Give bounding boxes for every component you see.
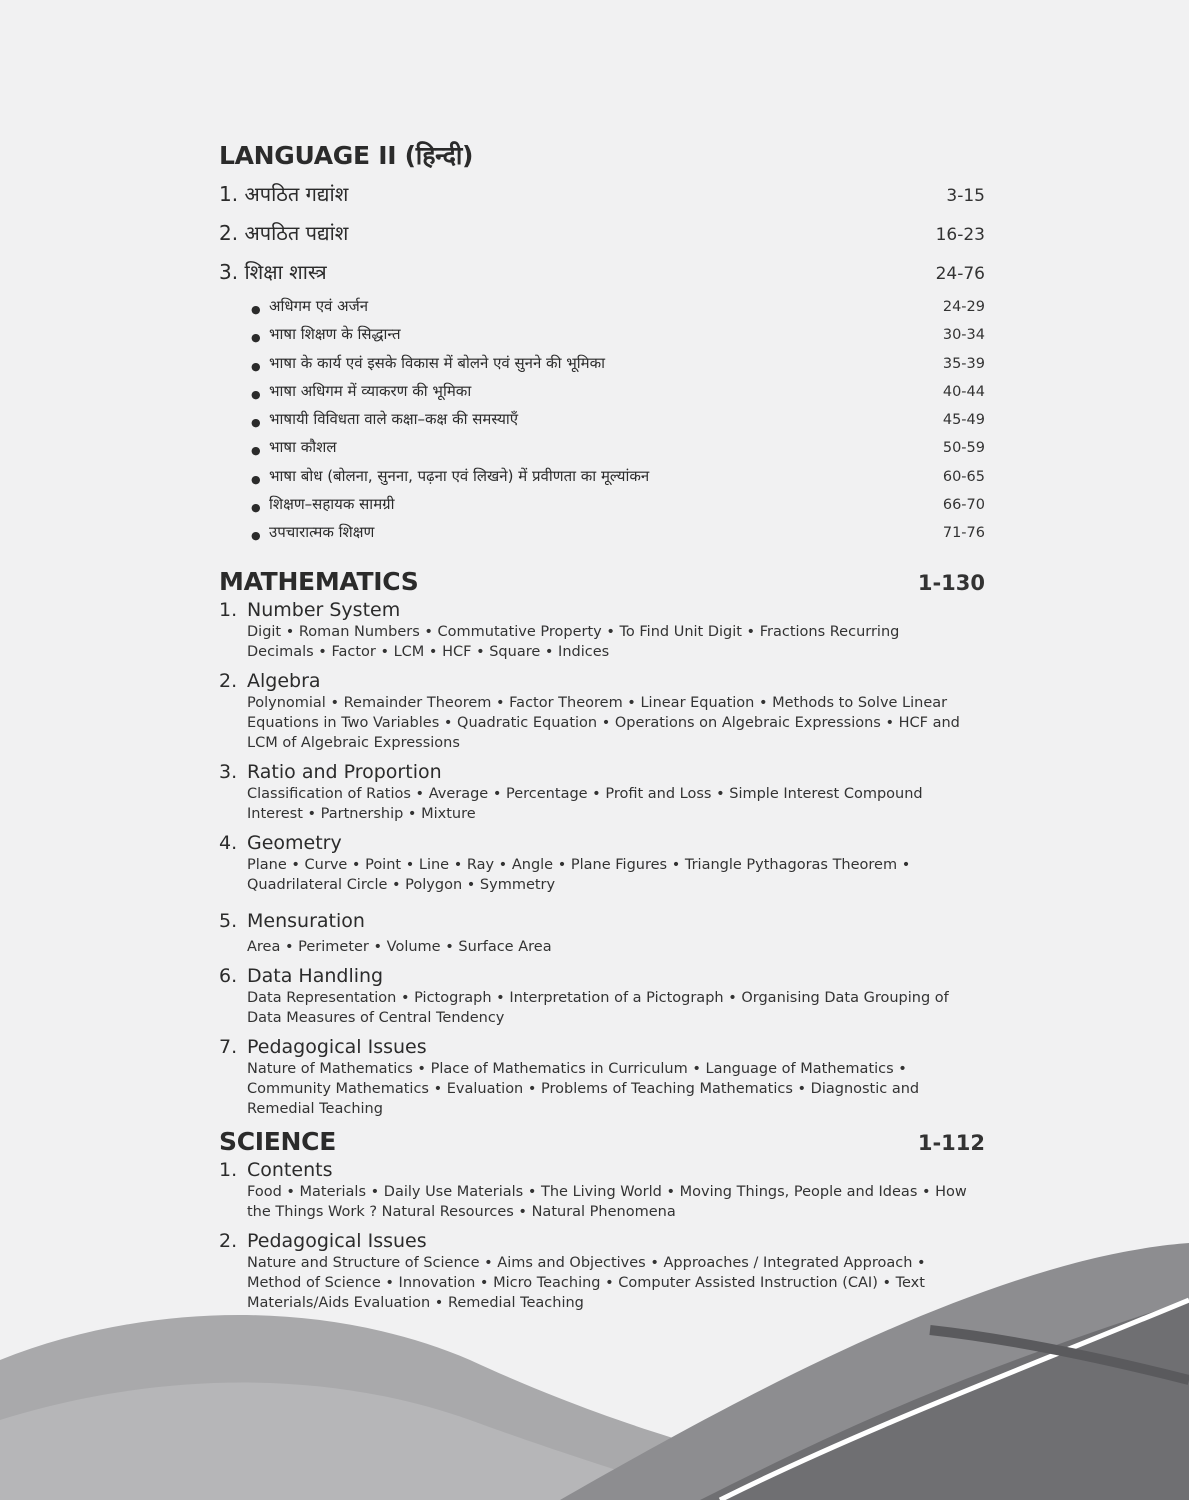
topic-title: Pedagogical Issues	[247, 1035, 427, 1058]
subtopic-title: भाषायी विविधता वाले कक्षा–कक्ष की समस्याएँ	[269, 410, 519, 429]
topic-number: 6.	[219, 964, 238, 987]
subtopic-pages: 45-49	[942, 412, 985, 429]
bullet-icon: ●	[251, 416, 261, 430]
topic	[219, 1158, 985, 1222]
subtopic-pages: 50-59	[942, 440, 985, 457]
subtopic-title: भाषा शिक्षण के सिद्धान्त	[269, 325, 401, 344]
subtopic-list	[219, 293, 985, 548]
chapter-number: 1.	[219, 182, 239, 206]
chapter-title: अपठित पद्यांश	[244, 221, 349, 245]
topic-title: Mensuration	[247, 909, 365, 932]
bullet-icon: ●	[251, 359, 261, 373]
subtopic-row	[219, 519, 985, 547]
topic	[219, 1229, 985, 1313]
chapter-pages: 24-76	[935, 264, 985, 284]
subtopic-pages: 40-44	[942, 383, 985, 400]
bullet-icon: ●	[251, 303, 261, 316]
topic	[219, 598, 985, 662]
topic-description: Polynomial • Remainder Theorem • Factor Theorem • Linear Equation • Methods to Solve Linear Equations in Two Variables • Quadratic Equation • Operations on Algebraic Expressions • HCF and LCM of Algebraic Expressions	[247, 694, 960, 751]
chapter-title: शिक्षा शास्त्र	[244, 260, 327, 284]
subtopic-row	[219, 293, 985, 321]
subtopic-row	[219, 406, 985, 434]
chapter-title: अपठित गद्यांश	[244, 182, 349, 206]
topic-title: Algebra	[247, 669, 321, 692]
topic-description: Nature and Structure of Science • Aims and Objectives • Approaches / Integrated Approach • Method of Science • Innovation • Micro Teaching • Computer Assisted Instruction (CAI) • Text Materials/Aids Evaluation • Remedial Teaching	[247, 1254, 926, 1311]
science-section	[219, 1126, 985, 1313]
mathematics-section	[219, 566, 985, 1119]
subtopic-title: भाषा अधिगम में व्याकरण की भूमिका	[269, 381, 472, 400]
subtopic-title: भाषा कौशल	[269, 438, 337, 457]
subtopic-pages: 24-29	[942, 299, 985, 315]
topic-number: 5.	[219, 909, 238, 932]
bullet-icon: ●	[251, 472, 261, 486]
chapter-row	[219, 215, 985, 254]
bullet-icon: ●	[251, 444, 261, 458]
subtopic-pages: 71-76	[942, 525, 985, 542]
bullet-icon: ●	[251, 501, 261, 515]
topic-description: Area • Perimeter • Volume • Surface Area	[247, 938, 552, 955]
topic-number: 2.	[219, 1229, 238, 1252]
topic-number: 1.	[219, 598, 238, 621]
subtopic-row	[219, 491, 985, 519]
subtopic-row	[219, 463, 985, 491]
subtopic-pages: 60-65	[942, 468, 985, 485]
bullet-icon: ●	[251, 331, 261, 345]
topic-title: Pedagogical Issues	[247, 1229, 427, 1252]
subtopic-pages: 66-70	[942, 497, 985, 514]
topic-number: 2.	[219, 669, 238, 692]
chapter-pages: 3-15	[946, 186, 985, 206]
subtopic-title: भाषा बोध (बोलना, सुनना, पढ़ना एवं लिखने) में प्रवीणता का मूल्यांकन	[269, 466, 650, 485]
subtopic-title: भाषा के कार्य एवं इसके विकास में बोलने एवं सुनने की भूमिका	[269, 353, 606, 372]
subtopic-row	[219, 321, 985, 349]
topic-title: Ratio and Proportion	[247, 760, 442, 783]
topic-number: 4.	[219, 831, 238, 854]
topic-title: Contents	[247, 1158, 333, 1181]
topic-number: 7.	[219, 1035, 238, 1058]
subtopic-row	[219, 350, 985, 378]
topic	[219, 909, 985, 957]
topic-title: Geometry	[247, 831, 342, 854]
bullet-icon: ●	[251, 387, 261, 401]
topic	[219, 831, 985, 895]
science-pages: 1-112	[917, 1130, 985, 1155]
topic	[219, 964, 985, 1028]
subtopic-title: उपचारात्मक शिक्षण	[269, 523, 375, 542]
topic-description: Digit • Roman Numbers • Commutative Property • To Find Unit Digit • Fractions Recurring Decimals • Factor • LCM • HCF • Square • Indices	[247, 623, 900, 660]
topic-description: Food • Materials • Daily Use Materials • The Living World • Moving Things, People and Ideas • How the Things Work ? Natural Resources • Natural Phenomena	[247, 1183, 967, 1220]
table-of-contents	[219, 140, 985, 1320]
chapter-number: 2.	[219, 221, 239, 245]
topic-description: Data Representation • Pictograph • Interpretation of a Pictograph • Organising Data Grouping of Data Measures of Central Tendency	[247, 989, 949, 1026]
subtopic-row	[219, 434, 985, 462]
mathematics-title: MATHEMATICS	[219, 566, 419, 596]
topic-title: Number System	[247, 598, 401, 621]
topic-title: Data Handling	[247, 964, 384, 987]
topic-number: 1.	[219, 1158, 238, 1181]
subtopic-row	[219, 378, 985, 406]
topic	[219, 669, 985, 753]
science-title: SCIENCE	[219, 1126, 336, 1156]
language-title: LANGUAGE II (हिन्दी)	[219, 141, 474, 170]
subtopic-title: शिक्षण–सहायक सामग्री	[269, 495, 395, 514]
topic	[219, 1035, 985, 1119]
mathematics-pages: 1-130	[917, 570, 985, 595]
subtopic-pages: 30-34	[942, 327, 985, 344]
chapter-number: 3.	[219, 260, 239, 284]
subtopic-title: अधिगम एवं अर्जन	[269, 297, 369, 315]
chapter-pages: 16-23	[935, 225, 985, 245]
chapter-row	[219, 254, 985, 293]
language-section	[219, 140, 985, 548]
topic-description: Nature of Mathematics • Place of Mathematics in Curriculum • Language of Mathematics • Community Mathematics • Evaluation • Problems of Teaching Mathematics • Diagnostic and Remedial Teaching	[247, 1060, 920, 1117]
topic-description: Classification of Ratios • Average • Percentage • Profit and Loss • Simple Interest Compound Interest • Partnership • Mixture	[247, 785, 923, 822]
bullet-icon: ●	[251, 529, 261, 543]
subtopic-pages: 35-39	[942, 355, 985, 372]
topic	[219, 760, 985, 824]
topic-number: 3.	[219, 760, 238, 783]
topic-description: Plane • Curve • Point • Line • Ray • Angle • Plane Figures • Triangle Pythagoras Theorem • Quadrilateral Circle • Polygon • Symmetry	[247, 856, 911, 893]
chapter-row	[219, 176, 985, 215]
